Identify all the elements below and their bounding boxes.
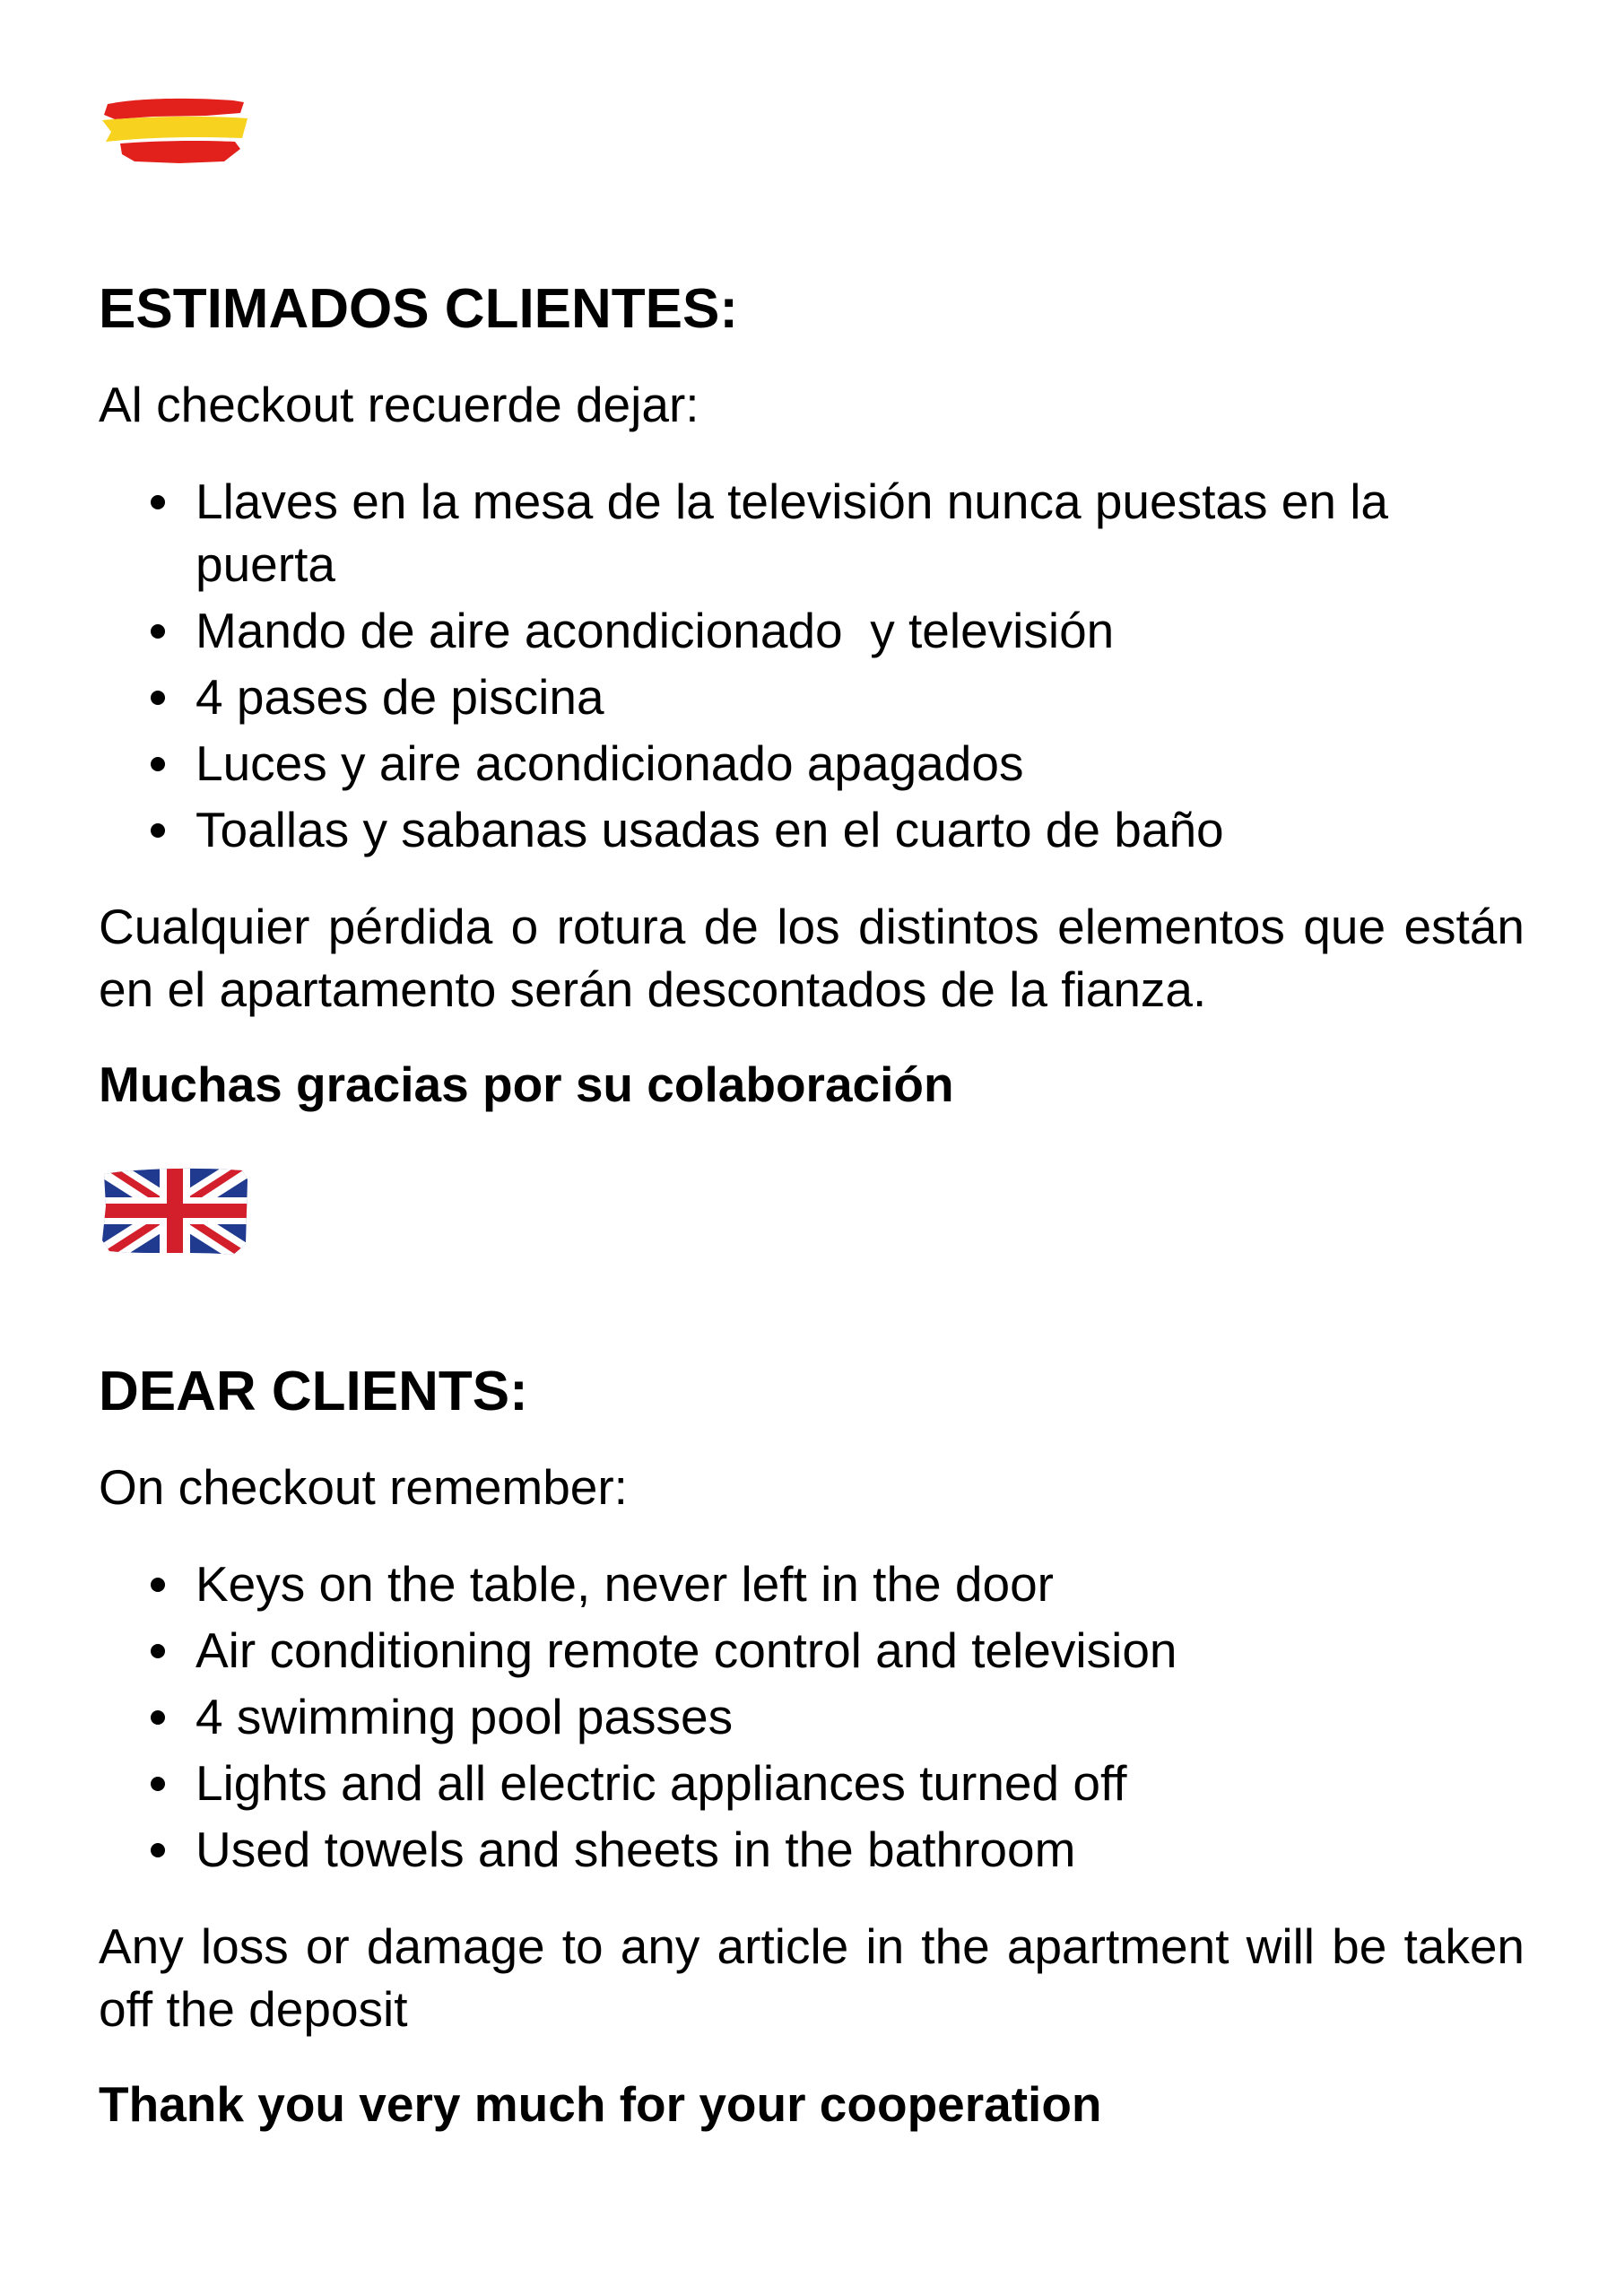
spanish-notice: Cualquier pérdida o rotura de los distintos elementos que están en el apartamento serán descontados de la fianza. — [99, 899, 1525, 1017]
bullet-icon — [151, 691, 165, 705]
bullet-icon — [151, 757, 165, 771]
list-item — [99, 599, 1525, 662]
list-item-text: Air conditioning remote control and television — [195, 1622, 1177, 1678]
bullet-icon — [151, 495, 165, 509]
list-item — [99, 732, 1525, 795]
list-item — [99, 665, 1525, 728]
spanish-heading: ESTIMADOS CLIENTES: — [99, 278, 739, 340]
list-item-text: Mando de aire acondicionado y televisión — [195, 603, 1115, 658]
list-item-text: Lights and all electric appliances turned off — [195, 1755, 1127, 1811]
bullet-icon — [151, 823, 165, 838]
spanish-thanks: Muchas gracias por su colaboración — [99, 1057, 954, 1112]
spain-flag-icon — [99, 91, 251, 172]
list-item-text: Luces y aire acondicionado apagados — [195, 735, 1024, 791]
list-item — [99, 1752, 1525, 1814]
list-item-text: 4 swimming pool passes — [195, 1689, 734, 1744]
list-item-text: Toallas y sabanas usadas en el cuarto de baño — [195, 802, 1224, 857]
spanish-intro: Al checkout recuerde dejar: — [99, 377, 699, 432]
bullet-icon — [151, 1578, 165, 1592]
list-item — [99, 470, 1525, 596]
english-checklist — [99, 1552, 1525, 1881]
list-item-text: 4 pases de piscina — [195, 669, 604, 725]
english-heading: DEAR CLIENTS: — [99, 1361, 528, 1422]
english-notice: Any loss or damage to any article in the apartment will be taken off the deposit — [99, 1918, 1525, 2037]
bullet-icon — [151, 1843, 165, 1857]
list-item — [99, 1552, 1525, 1615]
list-item-text: Used towels and sheets in the bathroom — [195, 1822, 1076, 1877]
list-item-text: Keys on the table, never left in the door — [195, 1556, 1054, 1612]
english-thanks: Thank you very much for your cooperation — [99, 2076, 1102, 2132]
list-item — [99, 1619, 1525, 1682]
bullet-icon — [151, 1644, 165, 1658]
list-item — [99, 1685, 1525, 1748]
bullet-icon — [151, 1710, 165, 1725]
english-intro: On checkout remember: — [99, 1459, 628, 1515]
uk-flag-icon — [99, 1161, 251, 1260]
spanish-section — [99, 91, 1525, 1116]
bullet-icon — [151, 624, 165, 639]
english-section — [99, 1161, 1525, 2135]
spanish-checklist — [99, 470, 1525, 861]
bullet-icon — [151, 1777, 165, 1791]
list-item — [99, 798, 1525, 861]
list-item — [99, 1818, 1525, 1881]
list-item-text: Llaves en la mesa de la televisión nunca puestas en la puerta — [195, 474, 1389, 592]
